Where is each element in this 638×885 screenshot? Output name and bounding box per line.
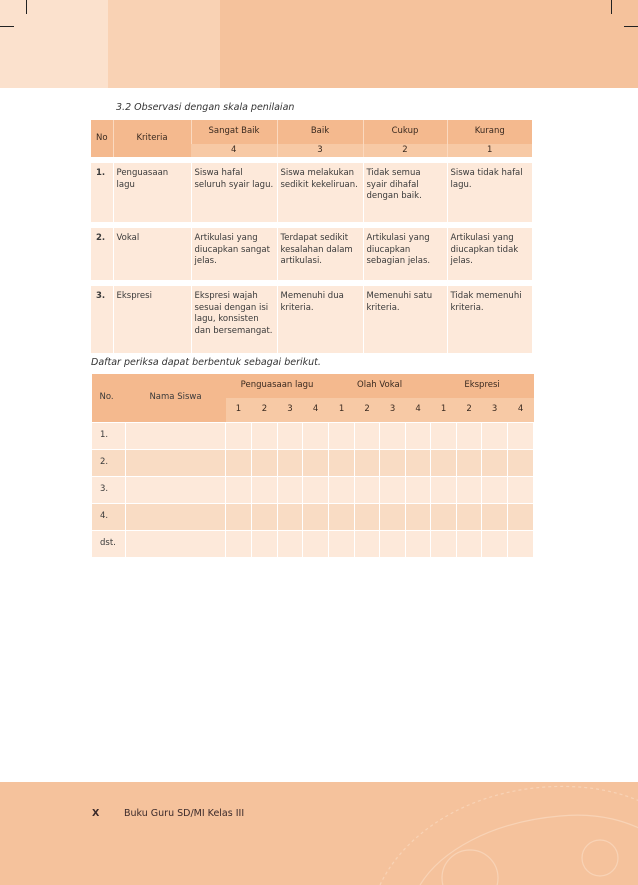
row-number: 1.	[91, 160, 113, 225]
rating-scale-table	[91, 120, 532, 353]
score-check-cell[interactable]	[380, 423, 406, 450]
score-check-cell[interactable]	[329, 423, 355, 450]
score-check-cell[interactable]	[508, 423, 534, 450]
score-check-cell[interactable]	[457, 450, 482, 477]
header-nama-siswa: Nama Siswa	[126, 374, 226, 423]
row-number: 3.	[91, 283, 113, 353]
header-level: Kurang	[447, 120, 532, 144]
score-check-cell[interactable]	[303, 423, 329, 450]
score-check-cell[interactable]	[303, 531, 329, 558]
score-check-cell[interactable]	[431, 531, 457, 558]
header-score: 2	[355, 398, 380, 423]
score-check-cell[interactable]	[406, 423, 431, 450]
score-check-cell[interactable]	[431, 450, 457, 477]
score-check-cell[interactable]	[457, 477, 482, 504]
row-number: 4.	[92, 504, 126, 531]
table2-caption: Daftar periksa dapat berbentuk sebagai berikut.	[91, 357, 321, 368]
score-check-cell[interactable]	[252, 423, 278, 450]
crop-mark	[0, 26, 14, 27]
student-name-cell[interactable]	[126, 477, 226, 504]
score-check-cell[interactable]	[431, 423, 457, 450]
score-check-cell[interactable]	[278, 477, 303, 504]
row-cell: Tidak semua syair dihafal dengan baik.	[363, 160, 447, 225]
crop-mark	[26, 0, 27, 14]
table-row	[91, 283, 532, 353]
header-level: Cukup	[363, 120, 447, 144]
score-check-cell[interactable]	[252, 477, 278, 504]
header-score: 1	[226, 398, 252, 423]
row-kriteria: Penguasaan lagu	[113, 160, 191, 225]
score-check-cell[interactable]	[252, 504, 278, 531]
score-check-cell[interactable]	[380, 477, 406, 504]
header-band-dark	[220, 0, 638, 88]
row-cell: Siswa melakukan sedikit kekeliruan.	[277, 160, 363, 225]
checklist-row	[92, 504, 534, 531]
row-cell: Siswa tidak hafal lagu.	[447, 160, 532, 225]
header-no: No	[91, 120, 113, 160]
score-check-cell[interactable]	[508, 450, 534, 477]
row-cell: Memenuhi dua kriteria.	[277, 283, 363, 353]
score-check-cell[interactable]	[329, 477, 355, 504]
header-group: Olah Vokal	[329, 374, 431, 398]
score-check-cell[interactable]	[380, 504, 406, 531]
score-check-cell[interactable]	[482, 450, 508, 477]
checklist-row	[92, 531, 534, 558]
checklist-table	[91, 374, 534, 558]
header-score: 3	[380, 398, 406, 423]
score-check-cell[interactable]	[355, 531, 380, 558]
row-cell: Tidak memenuhi kriteria.	[447, 283, 532, 353]
score-check-cell[interactable]	[482, 423, 508, 450]
header-level: Sangat Baik	[191, 120, 277, 144]
row-cell: Terdapat sedikit kesalahan dalam artikulasi.	[277, 225, 363, 283]
score-check-cell[interactable]	[226, 423, 252, 450]
header-score: 2	[457, 398, 482, 423]
header-level: Baik	[277, 120, 363, 144]
checklist-row	[92, 423, 534, 450]
score-check-cell[interactable]	[252, 531, 278, 558]
row-number: 3.	[92, 477, 126, 504]
score-check-cell[interactable]	[303, 477, 329, 504]
header-group: Penguasaan lagu	[226, 374, 329, 398]
score-check-cell[interactable]	[278, 450, 303, 477]
page-number: X	[92, 808, 100, 819]
header-score: 2	[252, 398, 278, 423]
book-title: Buku Guru SD/MI Kelas III	[124, 808, 245, 819]
row-number: 2.	[92, 450, 126, 477]
score-check-cell[interactable]	[380, 450, 406, 477]
header-score: 1	[431, 398, 457, 423]
score-check-cell[interactable]	[329, 450, 355, 477]
student-name-cell[interactable]	[126, 531, 226, 558]
score-check-cell[interactable]	[406, 504, 431, 531]
header-score: 4	[303, 398, 329, 423]
score-check-cell[interactable]	[226, 477, 252, 504]
score-check-cell[interactable]	[278, 423, 303, 450]
score-check-cell[interactable]	[482, 504, 508, 531]
score-check-cell[interactable]	[482, 477, 508, 504]
score-check-cell[interactable]	[406, 531, 431, 558]
score-check-cell[interactable]	[226, 531, 252, 558]
header-kriteria: Kriteria	[113, 120, 191, 160]
row-cell: Siswa hafal seluruh syair lagu.	[191, 160, 277, 225]
score-check-cell[interactable]	[329, 504, 355, 531]
score-check-cell[interactable]	[508, 477, 534, 504]
score-check-cell[interactable]	[252, 450, 278, 477]
row-cell: Artikulasi yang diucapkan sangat jelas.	[191, 225, 277, 283]
score-check-cell[interactable]	[508, 531, 534, 558]
crop-mark	[624, 26, 638, 27]
score-check-cell[interactable]	[355, 477, 380, 504]
crop-mark	[611, 0, 612, 14]
checklist-body	[92, 423, 534, 558]
score-check-cell[interactable]	[278, 531, 303, 558]
row-kriteria: Ekspresi	[113, 283, 191, 353]
student-name-cell[interactable]	[126, 504, 226, 531]
header-score: 4	[406, 398, 431, 423]
score-check-cell[interactable]	[482, 531, 508, 558]
header-score: 3	[482, 398, 508, 423]
score-check-cell[interactable]	[278, 504, 303, 531]
score-check-cell[interactable]	[226, 504, 252, 531]
header-score: 3	[277, 144, 363, 160]
header-score: 2	[363, 144, 447, 160]
footer-band	[0, 782, 638, 885]
score-check-cell[interactable]	[406, 450, 431, 477]
score-check-cell[interactable]	[226, 450, 252, 477]
score-check-cell[interactable]	[355, 504, 380, 531]
score-check-cell[interactable]	[457, 423, 482, 450]
header-score: 1	[329, 398, 355, 423]
header-score: 1	[447, 144, 532, 160]
header-no: No.	[92, 374, 126, 423]
table-row	[91, 160, 532, 225]
row-number: dst.	[92, 531, 126, 558]
score-check-cell[interactable]	[431, 504, 457, 531]
row-cell: Ekspresi wajah sesuai dengan isi lagu, konsisten dan bersemangat.	[191, 283, 277, 353]
row-kriteria: Vokal	[113, 225, 191, 283]
footer-ornament	[0, 782, 638, 885]
row-number: 1.	[92, 423, 126, 450]
table-row	[91, 225, 532, 283]
student-name-cell[interactable]	[126, 450, 226, 477]
checklist-row	[92, 477, 534, 504]
row-cell: Artikulasi yang diucapkan tidak jelas.	[447, 225, 532, 283]
score-check-cell[interactable]	[431, 477, 457, 504]
row-cell: Memenuhi satu kriteria.	[363, 283, 447, 353]
score-check-cell[interactable]	[508, 504, 534, 531]
score-check-cell[interactable]	[355, 450, 380, 477]
student-name-cell[interactable]	[126, 423, 226, 450]
header-score: 4	[191, 144, 277, 160]
score-check-cell[interactable]	[457, 504, 482, 531]
header-score: 3	[278, 398, 303, 423]
header-band-light	[0, 0, 108, 88]
checklist-row	[92, 450, 534, 477]
row-number: 2.	[91, 225, 113, 283]
score-check-cell[interactable]	[355, 423, 380, 450]
table1-caption: 3.2 Observasi dengan skala penilaian	[116, 102, 295, 113]
score-check-cell[interactable]	[329, 531, 355, 558]
row-cell: Artikulasi yang diucapkan sebagian jelas.	[363, 225, 447, 283]
header-score: 4	[508, 398, 534, 423]
score-check-cell[interactable]	[380, 531, 406, 558]
score-check-cell[interactable]	[406, 477, 431, 504]
score-check-cell[interactable]	[457, 531, 482, 558]
score-check-cell[interactable]	[303, 450, 329, 477]
header-group: Ekspresi	[431, 374, 534, 398]
score-check-cell[interactable]	[303, 504, 329, 531]
header-band-mid	[108, 0, 220, 88]
